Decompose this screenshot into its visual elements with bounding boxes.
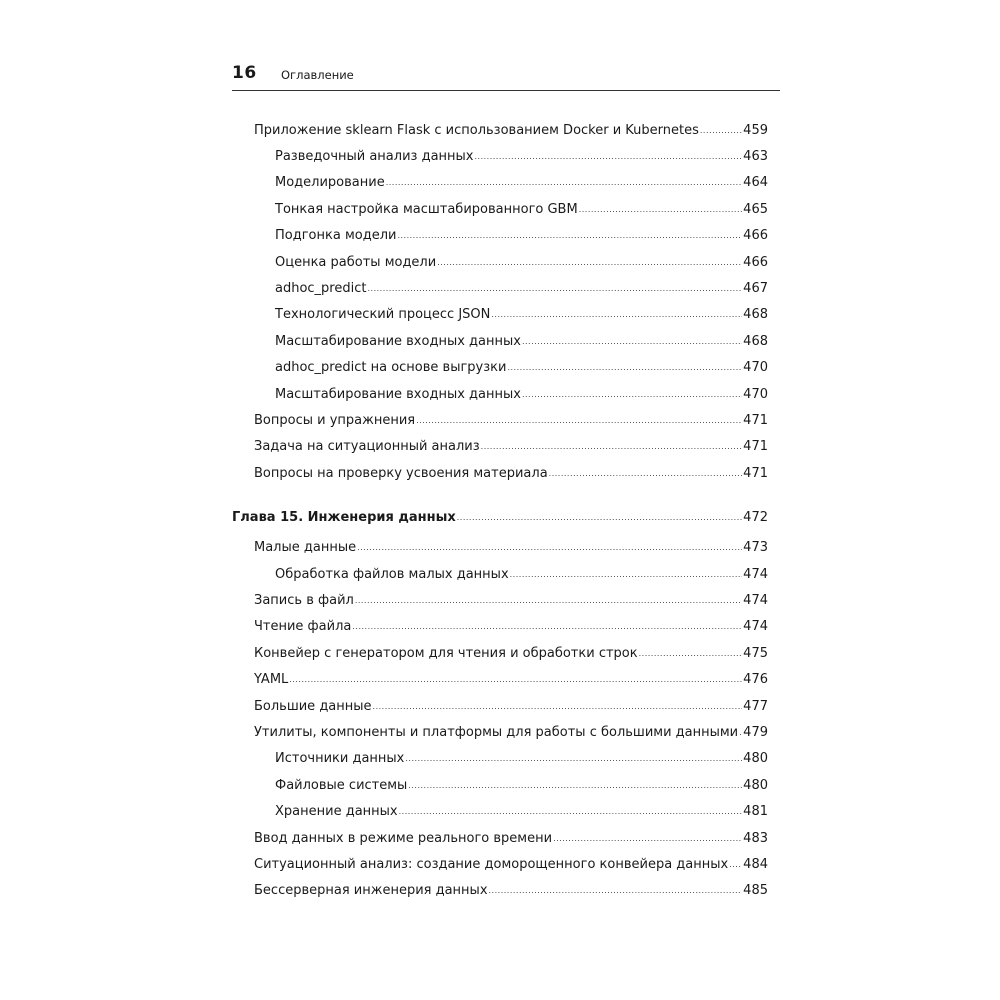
dot-leader	[397, 226, 742, 246]
toc-entry-title: Ситуационный анализ: создание доморощенного конвейера данных	[254, 857, 729, 872]
toc-entry-page: 464	[743, 175, 768, 190]
toc-entry-page: 483	[743, 831, 768, 846]
dot-leader	[357, 538, 742, 558]
toc-entry-page: 474	[743, 567, 768, 582]
toc-entry	[275, 200, 768, 220]
dot-leader	[579, 200, 742, 220]
dot-leader	[352, 617, 742, 637]
dot-leader	[549, 464, 743, 484]
toc-entry	[275, 253, 768, 273]
dot-leader	[729, 855, 742, 875]
toc-entry	[254, 723, 768, 743]
toc-entry-page: 480	[743, 751, 768, 766]
toc-entry	[275, 358, 768, 378]
toc-entry-title: Чтение файла	[254, 619, 352, 634]
toc-entry	[275, 802, 768, 822]
toc-entry	[254, 437, 768, 457]
toc-entry-title: Оценка работы модели	[275, 255, 437, 270]
toc-entry	[275, 749, 768, 769]
toc-entry-title: Большие данные	[254, 699, 372, 714]
toc-entry-page: 465	[743, 202, 768, 217]
toc-entry	[275, 565, 768, 585]
dot-leader	[416, 411, 742, 431]
toc-chapter-title: Глава 15. Инженерия данных	[232, 510, 456, 525]
toc-entry-page: 459	[743, 123, 768, 138]
toc-entry-page: 481	[743, 804, 768, 819]
toc-entry-page: 485	[743, 883, 768, 898]
toc-chapter-entry	[232, 508, 768, 528]
dot-leader	[522, 385, 742, 405]
dot-leader	[386, 173, 742, 193]
dot-leader	[475, 147, 743, 167]
toc-entry-title: Конвейер с генератором для чтения и обработки строк	[254, 646, 638, 661]
toc-entry-page: 474	[743, 593, 768, 608]
toc-entry-title: Ввод данных в режиме реального времени	[254, 831, 553, 846]
toc-entry-page: 484	[743, 857, 768, 872]
toc-entry-page: 472	[743, 510, 768, 525]
dot-leader	[481, 437, 743, 457]
toc-entry-page: 468	[743, 334, 768, 349]
toc-entry-title: Моделирование	[275, 175, 385, 190]
toc-entry	[254, 697, 768, 717]
dot-leader	[507, 358, 742, 378]
dot-leader	[408, 776, 742, 796]
toc-entry	[254, 538, 768, 558]
toc-entry-title: Файловые системы	[275, 778, 408, 793]
toc-entry-page: 471	[743, 439, 768, 454]
toc-entry	[254, 121, 768, 141]
toc-entry-page: 473	[743, 540, 768, 555]
toc-entry-title: YAML	[254, 672, 289, 687]
toc-entry-title: Задача на ситуационный анализ	[254, 439, 480, 454]
toc-entry-title: Разведочный анализ данных	[275, 149, 474, 164]
toc-entry-page: 463	[743, 149, 768, 164]
toc-entry	[254, 464, 768, 484]
toc-entry-page: 471	[743, 466, 768, 481]
toc-entry-title: Запись в файл	[254, 593, 354, 608]
toc-entry-title: Технологический процесс JSON	[275, 307, 491, 322]
toc-entry-page: 467	[743, 281, 768, 296]
dot-leader	[522, 332, 742, 352]
toc-entry	[275, 226, 768, 246]
toc-entry-page: 475	[743, 646, 768, 661]
toc-entry	[254, 617, 768, 637]
toc-entry-page: 480	[743, 778, 768, 793]
toc-entry-page: 470	[743, 387, 768, 402]
toc-entry-title: Бессерверная инженерия данных	[254, 883, 488, 898]
toc-entry-title: adhoc_predict на основе выгрузки	[275, 360, 507, 375]
toc-entry-page: 476	[743, 672, 768, 687]
toc-entry-page: 474	[743, 619, 768, 634]
toc-entry-page: 468	[743, 307, 768, 322]
toc-entry	[254, 829, 768, 849]
page-number: 16	[232, 63, 257, 83]
dot-leader	[355, 591, 742, 611]
dot-leader	[289, 670, 742, 690]
dot-leader	[491, 305, 742, 325]
dot-leader	[405, 749, 742, 769]
dot-leader	[739, 723, 742, 743]
toc-entry	[254, 881, 768, 901]
toc-entry-page: 466	[743, 255, 768, 270]
dot-leader	[367, 279, 742, 299]
toc-entry-title: Подгонка модели	[275, 228, 397, 243]
toc-entry-page: 466	[743, 228, 768, 243]
dot-leader	[489, 881, 743, 901]
toc-entry-title: adhoc_predict	[275, 281, 367, 296]
toc-entry-title: Вопросы и упражнения	[254, 413, 416, 428]
toc-entry	[275, 385, 768, 405]
toc-entry-page: 470	[743, 360, 768, 375]
toc-entry	[275, 305, 768, 325]
toc-entry	[254, 855, 768, 875]
toc-entry	[275, 279, 768, 299]
toc-entry-title: Масштабирование входных данных	[275, 334, 521, 349]
toc-entry-page: 479	[743, 725, 768, 740]
toc-entry-title: Вопросы на проверку усвоения материала	[254, 466, 548, 481]
toc-entry-title: Масштабирование входных данных	[275, 387, 521, 402]
toc-entry	[254, 411, 768, 431]
toc-entry-title: Хранение данных	[275, 804, 398, 819]
toc-entry	[275, 173, 768, 193]
toc-entry	[254, 644, 768, 664]
toc-entry-page: 477	[743, 699, 768, 714]
toc-entry-title: Приложение sklearn Flask с использованием Docker и Kubernetes	[254, 123, 699, 138]
dot-leader	[553, 829, 742, 849]
toc-entry-title: Обработка файлов малых данных	[275, 567, 509, 582]
toc-entry-title: Утилиты, компоненты и платформы для работы с большими данными	[254, 725, 739, 740]
dot-leader	[510, 565, 743, 585]
toc-entry	[254, 591, 768, 611]
dot-leader	[399, 802, 743, 822]
toc-entry	[275, 147, 768, 167]
dot-leader	[437, 253, 742, 273]
toc-entry-title: Тонкая настройка масштабированного GBM	[275, 202, 578, 217]
dot-leader	[373, 697, 743, 717]
toc-entry-title: Малые данные	[254, 540, 357, 555]
toc-entry	[275, 776, 768, 796]
toc-entry-page: 471	[743, 413, 768, 428]
dot-leader	[700, 121, 742, 141]
dot-leader	[639, 644, 743, 664]
toc-entry	[275, 332, 768, 352]
dot-leader	[457, 508, 742, 528]
toc-entry-title: Источники данных	[275, 751, 405, 766]
toc-entry	[254, 670, 768, 690]
running-title: Оглавление	[281, 68, 354, 82]
